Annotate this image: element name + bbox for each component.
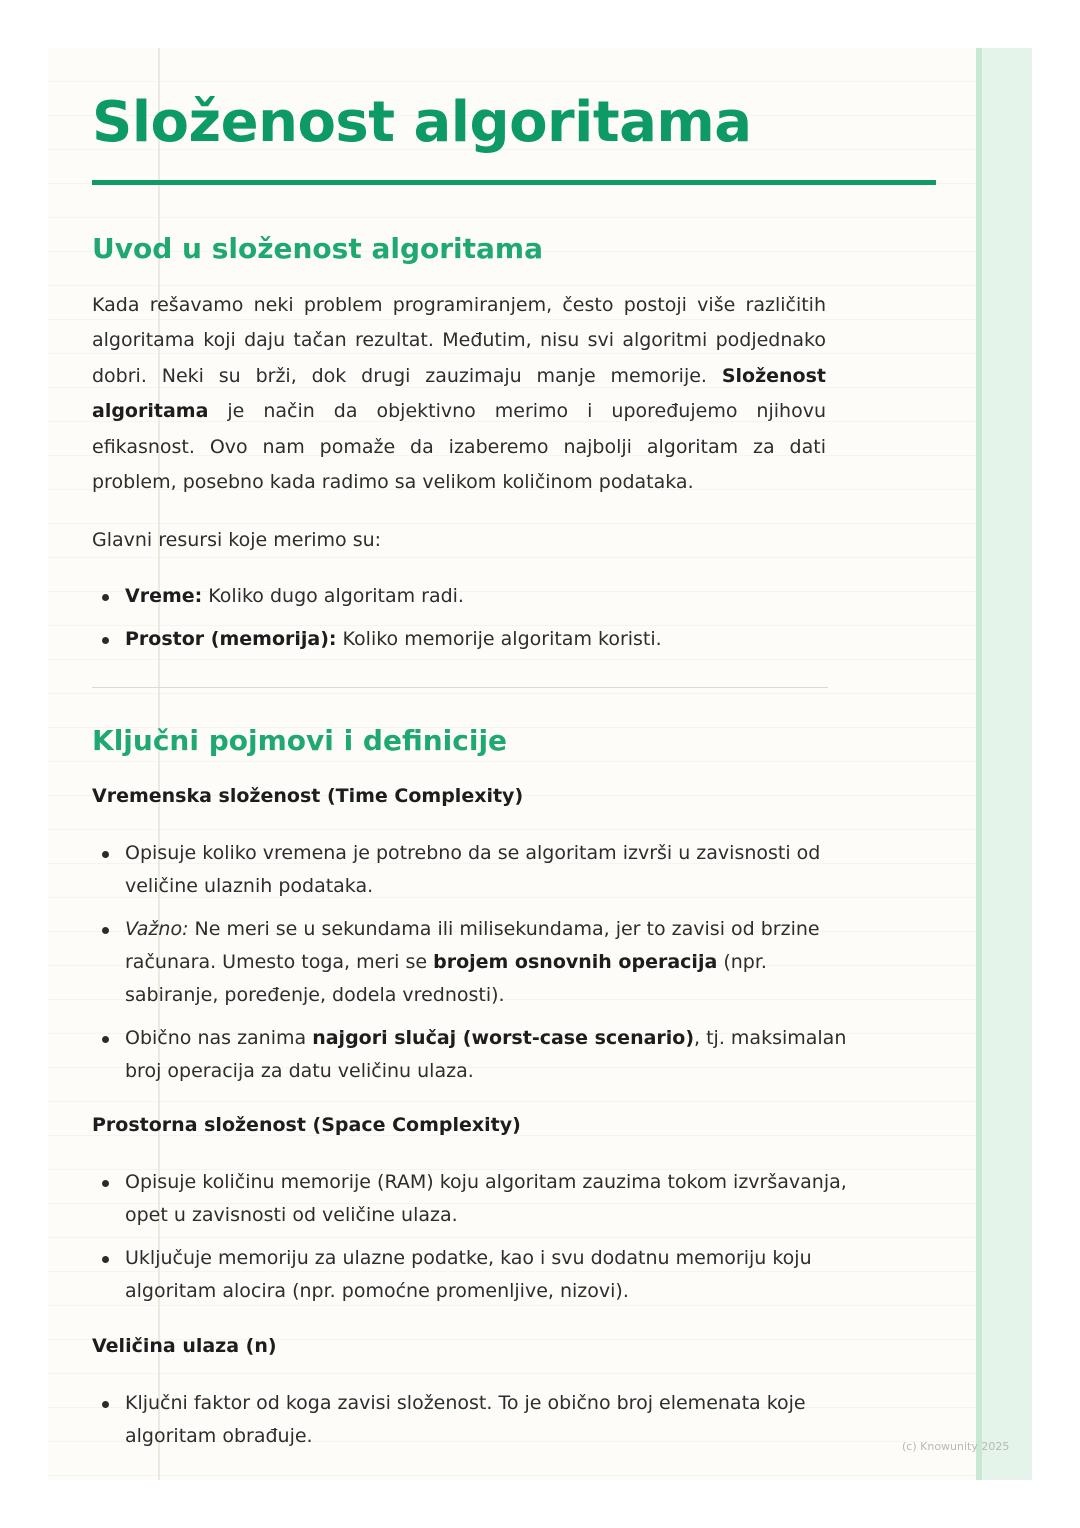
resource-label: Vreme: [125, 585, 203, 607]
list-item-text: Opisuje količinu memorije (RAM) koju algoritam zauzima tokom izvršavanja, opet u zavisnosti od veličine ulaza. [125, 1171, 847, 1226]
list-item [92, 623, 852, 656]
section-divider [92, 687, 828, 688]
list-item [92, 1022, 852, 1088]
subheading-time-complexity: Vremenska složenost (Time Complexity) [92, 785, 524, 807]
list-item-text: Ne meri se u sekundama ili milisekundama, jer to zavisi od brzine računara. Umesto toga, meri se [125, 918, 820, 973]
document-page [48, 48, 1032, 1480]
bold-term: brojem osnovnih operacija [433, 951, 718, 973]
section-heading-intro: Uvod u složenost algoritama [92, 232, 543, 265]
resources-list [92, 580, 852, 656]
list-item-text: , tj. maksimalan broj operacija za datu veličinu ulaza. [125, 1027, 847, 1082]
resource-text: Koliko dugo algoritam radi. [202, 585, 464, 607]
subheading-space-complexity: Prostorna složenost (Space Complexity) [92, 1114, 521, 1136]
note-label: Važno: [125, 918, 189, 940]
list-item [92, 1387, 852, 1453]
list-item [92, 580, 852, 613]
page-title: Složenost algoritama [92, 90, 752, 155]
copyright-footer: (c) Knowunity 2025 [902, 1440, 1010, 1453]
space-complexity-list [92, 1166, 852, 1308]
input-size-list [92, 1387, 852, 1453]
intro-paragraph [92, 288, 826, 500]
side-band-stripe [976, 48, 982, 1480]
list-item [92, 913, 852, 1012]
list-item-text: (npr. sabiranje, poređenje, dodela vrednosti). [125, 951, 767, 1006]
list-item-text: Uključuje memoriju za ulazne podatke, kao i svu dodatnu memoriju koju algoritam alocira (npr. pomoćne promenljive, nizovi). [125, 1247, 812, 1302]
list-item-text: Obično nas zanima [125, 1027, 313, 1049]
bold-term: najgori slučaj (worst-case scenario) [312, 1027, 695, 1049]
intro-text-2: je način da objektivno merimo i upoređujemo njihovu efikasnost. Ovo nam pomaže da izaberemo najbolji algoritam za dati problem, posebno kada radimo sa velikom količinom podataka. [92, 400, 826, 494]
time-complexity-list [92, 837, 852, 1088]
subheading-input-size: Veličina ulaza (n) [92, 1335, 277, 1357]
list-item [92, 1166, 852, 1232]
list-item-text: Ključni faktor od koga zavisi složenost. To je obično broj elemenata koje algoritam obrađuje. [125, 1392, 806, 1447]
list-item [92, 1242, 852, 1308]
list-item [92, 837, 852, 903]
intro-bold-term: Složenost algoritama [92, 364, 826, 423]
resources-intro: Glavni resursi koje merimo su: [92, 529, 382, 551]
resource-text: Koliko memorije algoritam koristi. [336, 628, 662, 650]
title-underline [92, 180, 936, 185]
resource-label: Prostor (memorija): [125, 628, 337, 650]
side-band [976, 48, 1032, 1480]
list-item-text: Opisuje koliko vremena je potrebno da se algoritam izvrši u zavisnosti od veličine ulaznih podataka. [125, 842, 821, 897]
section-heading-concepts: Ključni pojmovi i definicije [92, 724, 508, 757]
intro-text-1: Kada rešavamo neki problem programiranjem, često postoji više različitih algoritama koji daju tačan rezultat. Međutim, nisu svi algoritmi podjednako dobri. Neki su brži, dok drugi zauzimaju manje memorije. [92, 294, 826, 387]
